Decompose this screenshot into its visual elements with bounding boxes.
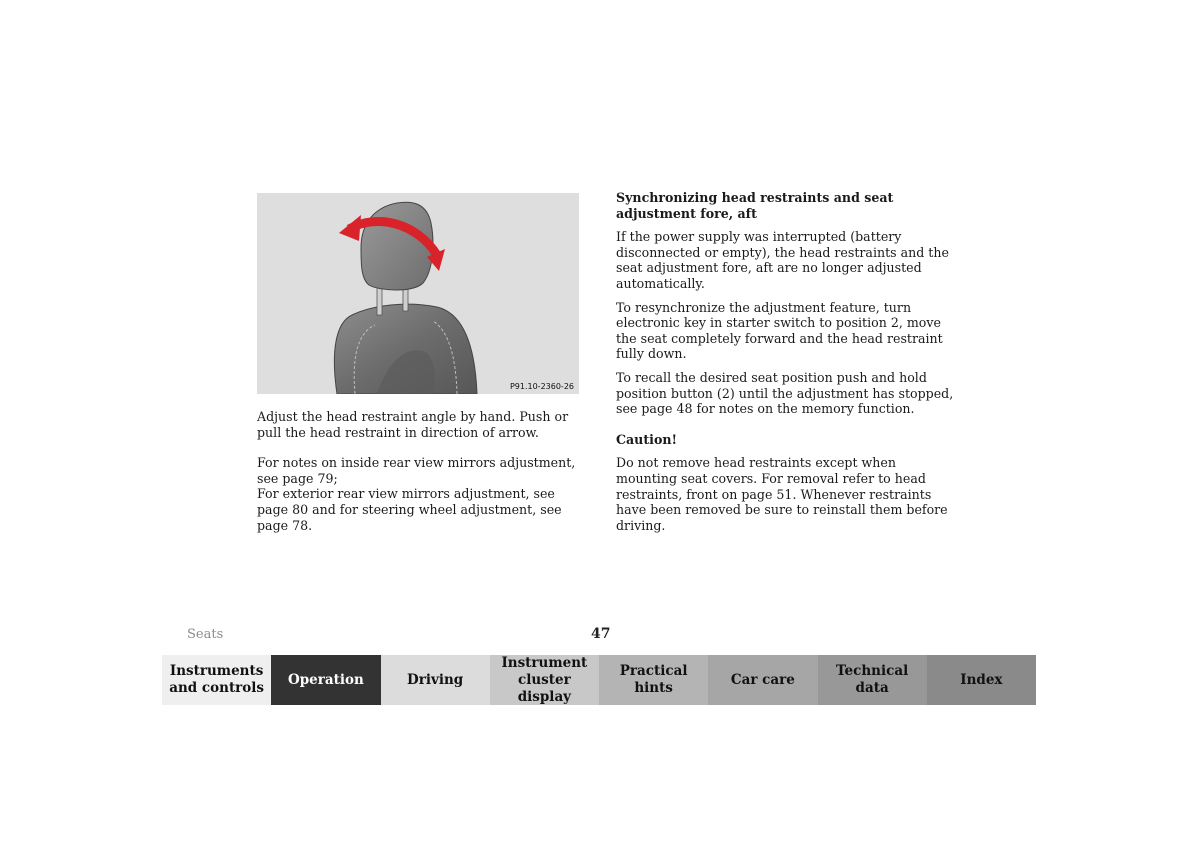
tab-driving[interactable]: Driving: [381, 655, 490, 705]
recall-paragraph: To recall the desired seat position push and hold position button (2) until the adjustment has stopped, see page 48 for notes on the memory function.: [616, 369, 954, 417]
left-column: [257, 409, 587, 533]
sync-heading: Synchronizing head restraints and seat adjustment fore, aft: [616, 190, 894, 221]
mirrors-note-line1: For notes on inside rear view mirrors adjustment, see page 79;: [257, 455, 576, 486]
resync-paragraph: To resynchronize the adjustment feature, turn electronic key in starter switch to position 2, move the seat completely forward and the head restraint fully down.: [616, 299, 943, 362]
tab-index[interactable]: Index: [927, 655, 1036, 705]
mirrors-note-line2: For exterior rear view mirrors adjustment, see page 80 and for steering wheel adjustment, see page 78.: [257, 486, 562, 533]
tab-instrument-cluster-display[interactable]: Instrument cluster display: [490, 655, 599, 705]
seat-head-restraint-drawing: [257, 193, 579, 394]
section-label: Seats: [187, 627, 224, 642]
power-interrupt-paragraph: If the power supply was interrupted (battery disconnected or empty), the head restraints and the seat adjustment fore, aft are no longer adjusted automatically.: [616, 229, 949, 291]
tab-instruments-and-controls[interactable]: Instruments and controls: [162, 655, 271, 705]
caution-heading: Caution!: [616, 431, 678, 447]
page-number: 47: [591, 626, 611, 642]
figure-code: P91.10-2360-26: [509, 382, 574, 391]
head-restraint-illustration: [257, 193, 579, 394]
tab-car-care[interactable]: Car care: [708, 655, 817, 705]
chapter-navigation: [162, 655, 1036, 705]
restraint-adjust-paragraph: Adjust the head restraint angle by hand. Push or pull the head restraint in direction of arrow.: [257, 409, 569, 440]
tab-practical-hints[interactable]: Practical hints: [599, 655, 708, 705]
right-column: [616, 190, 956, 533]
tab-operation[interactable]: Operation: [271, 655, 380, 705]
tab-technical-data[interactable]: Technical data: [818, 655, 927, 705]
caution-text: Do not remove head restraints except when mounting seat covers. For removal refer to head restraints, front on page 51. Whenever restraints have been removed be sure to reinstall them before driving.: [616, 455, 948, 533]
